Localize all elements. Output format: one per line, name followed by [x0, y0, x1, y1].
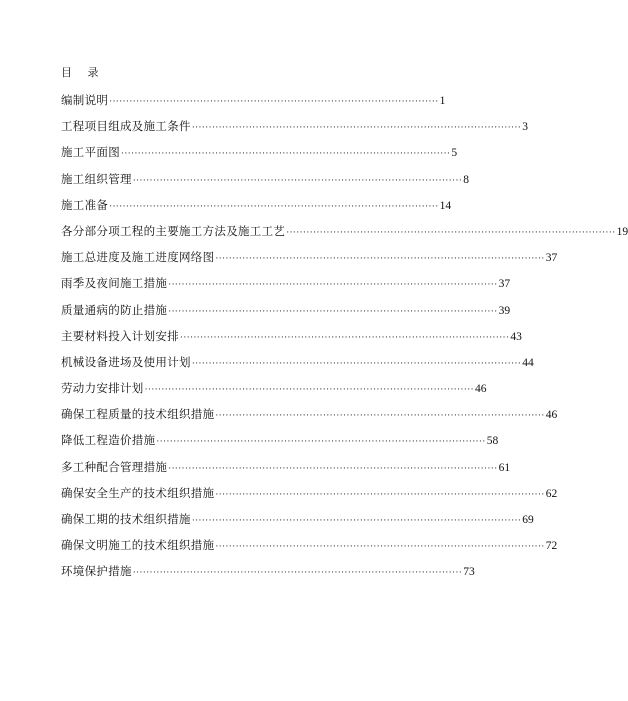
toc-dot-leader: ·································································································· — [109, 201, 439, 212]
toc-entry-label: 施工准备 — [61, 197, 109, 212]
toc-entry-label: 机械设备进场及使用计划 — [61, 354, 191, 369]
toc-dot-leader: ·································································································· — [215, 411, 545, 422]
toc-dot-leader: ·································································································· — [168, 306, 498, 317]
toc-entry[interactable] — [61, 93, 446, 119]
toc-title: 目 录 — [61, 66, 105, 79]
toc-entry-label: 主要材料投入计划安排 — [61, 328, 179, 343]
toc-dot-leader: ·································································································· — [286, 227, 616, 238]
toc-entry-label: 确保文明施工的技术组织措施 — [61, 538, 215, 553]
toc-entry-label: 施工平面图 — [61, 145, 120, 160]
toc-entry-label: 各分部分项工程的主要施工方法及施工工艺 — [61, 223, 286, 238]
toc-list — [61, 93, 628, 591]
toc-entry-page-number: 19 — [616, 225, 628, 238]
toc-entry-page-number: 46 — [545, 409, 558, 422]
toc-entry-page-number: 3 — [522, 121, 528, 134]
toc-entry[interactable] — [61, 354, 534, 381]
toc-dot-leader: ·································································································· — [168, 463, 498, 474]
toc-entry[interactable] — [61, 485, 558, 512]
toc-dot-leader: ·································································································· — [156, 437, 486, 448]
toc-entry-label: 确保安全生产的技术组织措施 — [61, 485, 215, 500]
toc-entry[interactable] — [61, 302, 511, 329]
toc-entry[interactable] — [61, 433, 499, 459]
toc-dot-leader: ·································································································· — [191, 516, 522, 526]
toc-entry-label: 施工组织管理 — [61, 171, 132, 186]
toc-entry-page-number: 69 — [522, 514, 534, 526]
toc-entry-page-number: 8 — [463, 173, 469, 186]
toc-entry-page-number: 46 — [474, 383, 487, 396]
toc-entry-label: 工程项目组成及施工条件 — [61, 119, 191, 134]
toc-dot-leader: ·································································································· — [215, 489, 545, 500]
toc-dot-leader: ·································································································· — [180, 332, 510, 343]
toc-entry-page-number: 61 — [498, 461, 511, 474]
toc-entry[interactable] — [61, 171, 469, 198]
toc-dot-leader: ·································································································· — [109, 97, 439, 107]
toc-entry[interactable] — [61, 407, 558, 433]
toc-entry-label: 降低工程造价措施 — [61, 433, 156, 448]
toc-entry-label: 环境保护措施 — [61, 564, 132, 579]
toc-entry-label: 雨季及夜间施工措施 — [61, 276, 168, 291]
toc-entry-page-number: 1 — [439, 95, 446, 107]
toc-entry[interactable] — [61, 276, 511, 302]
toc-entry-label: 多工种配合管理措施 — [61, 459, 168, 474]
toc-entry-label: 劳动力安排计划 — [61, 381, 144, 396]
toc-entry-page-number: 73 — [463, 566, 475, 579]
toc-entry-page-number: 39 — [498, 304, 511, 317]
toc-entry-page-number: 72 — [545, 540, 558, 553]
toc-entry-page-number: 37 — [498, 278, 511, 291]
toc-dot-leader: ·································································································· — [121, 149, 451, 160]
toc-dot-leader: ·································································································· — [191, 358, 522, 369]
toc-entry-page-number: 62 — [545, 487, 558, 500]
toc-entry-label: 确保工期的技术组织措施 — [61, 512, 191, 526]
toc-entry-label: 编制说明 — [61, 93, 109, 107]
toc-entry-label: 质量通病的防止措施 — [61, 302, 168, 317]
toc-entry[interactable] — [61, 197, 452, 224]
toc-entry-page-number: 44 — [522, 356, 534, 369]
toc-entry[interactable] — [61, 223, 628, 250]
toc-dot-leader: ·································································································· — [132, 568, 463, 579]
toc-entry[interactable] — [61, 381, 487, 407]
toc-entry-label: 施工总进度及施工进度网络图 — [61, 250, 215, 265]
toc-dot-leader: ·································································································· — [215, 254, 545, 265]
toc-entry-label: 确保工程质量的技术组织措施 — [61, 407, 215, 422]
toc-dot-leader: ·································································································· — [191, 123, 522, 134]
toc-dot-leader: ·································································································· — [168, 280, 498, 291]
toc-entry-page-number: 43 — [510, 330, 522, 343]
toc-entry[interactable] — [61, 328, 522, 355]
toc-entry-page-number: 14 — [439, 199, 452, 212]
toc-dot-leader: ·································································································· — [144, 385, 474, 396]
toc-dot-leader: ·································································································· — [132, 175, 463, 186]
toc-entry[interactable] — [61, 119, 528, 145]
toc-entry-page-number: 5 — [451, 147, 458, 160]
toc-entry[interactable] — [61, 459, 511, 486]
toc-entry[interactable] — [61, 250, 558, 276]
toc-entry[interactable] — [61, 538, 558, 564]
toc-entry[interactable] — [61, 145, 458, 171]
toc-entry-page-number: 58 — [486, 435, 499, 448]
toc-entry[interactable] — [61, 564, 475, 590]
toc-dot-leader: ·································································································· — [215, 542, 545, 553]
toc-entry-page-number: 37 — [545, 252, 558, 265]
toc-entry[interactable] — [61, 512, 534, 538]
